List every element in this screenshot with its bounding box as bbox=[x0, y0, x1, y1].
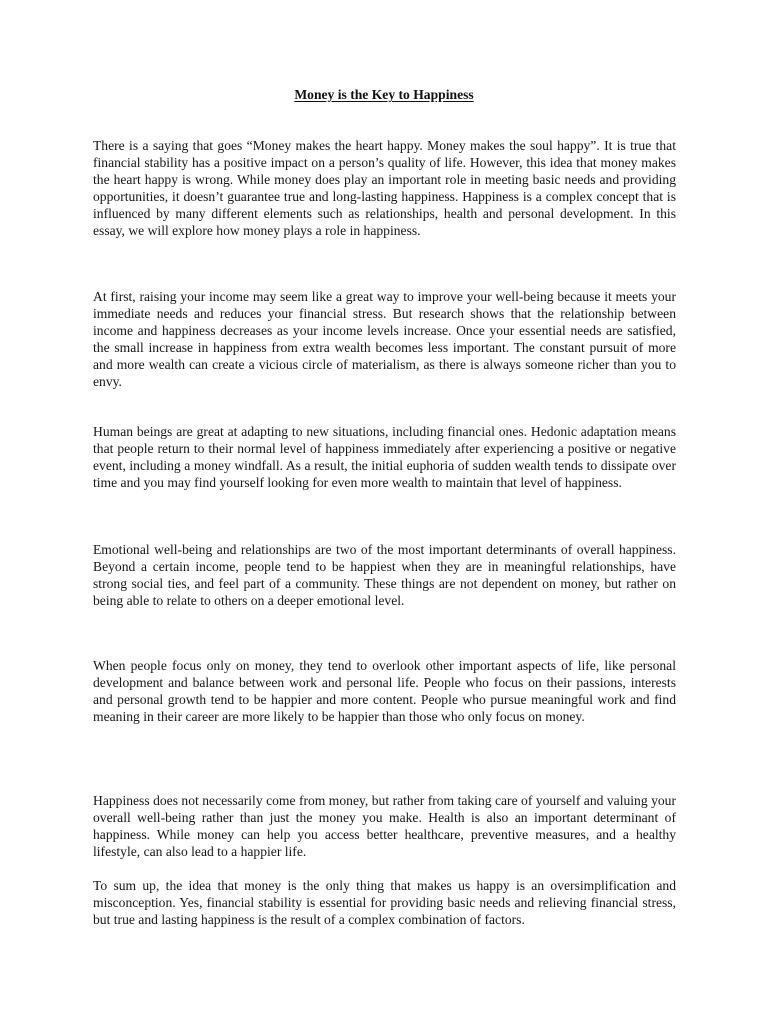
paragraph-conclusion: To sum up, the idea that money is the only thing that makes us happy is an oversimplification and misconception. Yes, financial stability is essential for providing basic needs and relieving financial stress, but true and lasting happiness is the result of a complex combination of factors. bbox=[93, 878, 676, 927]
paragraph-personal-growth: When people focus only on money, they tend to overlook other important aspects of life, like personal development and balance between work and personal life. People who focus on their passions, interests and personal growth tend to be happier and more content. People who pursue meaningful work and find meaning in their career are more likely to be happier than those who only focus on money. bbox=[93, 658, 676, 724]
paragraph-hedonic-adaptation: Human beings are great at adapting to new situations, including financial ones. Hedonic adaptation means that people return to their normal level of happiness immediately after experiencing a positive or negative event, including a money windfall. As a result, the initial euphoria of sudden wealth tends to dissipate over time and you may find yourself looking for even more wealth to maintain that level of happiness. bbox=[93, 424, 676, 490]
paragraph-introduction: There is a saying that goes “Money makes the heart happy. Money makes the soul happy”. It is true that financial stability has a positive impact on a person’s quality of life. However, this idea that money makes the heart happy is wrong. While money does play an important role in meeting basic needs and providing opportunities, it doesn’t guarantee true and long-lasting happiness. Happiness is a complex concept that is influenced by many different elements such as relationships, health and personal development. In this essay, we will explore how money plays a role in happiness. bbox=[93, 138, 676, 238]
paragraph-relationships: Emotional well-being and relationships are two of the most important determinants of overall happiness. Beyond a certain income, people tend to be happiest when they are in meaningful relationships, have strong social ties, and feel part of a community. These things are not dependent on money, but rather on being able to relate to others on a deeper emotional level. bbox=[93, 542, 676, 608]
document-title: Money is the Key to Happiness bbox=[294, 87, 474, 102]
paragraph-health: Happiness does not necessarily come from money, but rather from taking care of yourself and valuing your overall well-being rather than just the money you make. Health is also an important determinant of happiness. While money can help you access better healthcare, preventive measures, and a healthy lifestyle, can also lead to a happier life. bbox=[93, 793, 676, 859]
paragraph-income: At first, raising your income may seem like a great way to improve your well-being because it meets your immediate needs and reduces your financial stress. But research shows that the relationship between income and happiness decreases as your income levels increase. Once your essential needs are satisfied, the small increase in happiness from extra wealth becomes less important. The constant pursuit of more and more wealth can create a vicious circle of materialism, as there is always someone richer than you to envy. bbox=[93, 289, 676, 389]
